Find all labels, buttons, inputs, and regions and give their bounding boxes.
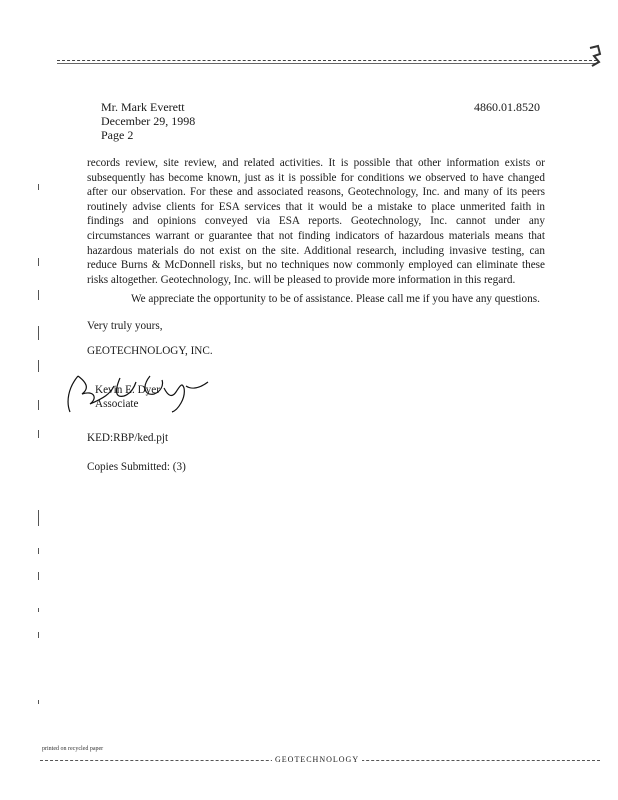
letter-date: December 29, 1998 bbox=[101, 114, 196, 128]
recipient-name: Mr. Mark Everett bbox=[101, 100, 185, 114]
reference-initials: KED:RBP/ked.pjt bbox=[87, 432, 169, 444]
margin-mark bbox=[38, 700, 39, 704]
signer-name: Kevin E. Dyer bbox=[95, 384, 160, 396]
margin-mark bbox=[38, 608, 39, 612]
top-solid-rule bbox=[57, 63, 597, 64]
margin-mark bbox=[38, 510, 39, 526]
copies-submitted: Copies Submitted: (3) bbox=[87, 461, 186, 473]
margin-mark bbox=[38, 548, 39, 554]
corner-stamp-mark bbox=[588, 44, 602, 68]
footer-recycled-note: printed on recycled paper bbox=[42, 746, 104, 752]
margin-mark bbox=[38, 572, 39, 580]
margin-mark bbox=[38, 632, 39, 638]
margin-mark bbox=[38, 360, 39, 372]
body-paragraph-2: We appreciate the opportunity to be of assistance. Please call me if you have any questions. bbox=[131, 293, 540, 305]
margin-mark bbox=[38, 326, 39, 340]
margin-mark bbox=[38, 400, 39, 410]
company-name: GEOTECHNOLOGY, INC. bbox=[87, 345, 213, 357]
margin-mark bbox=[38, 430, 39, 438]
footer-brand: GEOTECHNOLOGY bbox=[272, 755, 362, 764]
body-paragraph-1: records review, site review, and related activities. It is possible that other information exists or subsequently has become known, just as it is possible for conditions we observed to have changed after our observation. For these and associated reasons, Geotechnology, Inc. and many of its peers routinely advise clients for ESA services that it would be a mistake to place unmerited faith in findings and opinions conveyed via ESA reports. Geotechnology, Inc. cannot under any circumstances warrant or guarantee that not finding indicators of hazardous materials means that hazardous materials do not exist on the site. Additional research, including invasive testing, can reduce Burns & McDonnell risks, but no techniques now commonly employed can eliminate these risks altogether. Geotechnology, Inc. will be pleased to provide more information in this regard. bbox=[87, 157, 545, 286]
margin-mark bbox=[38, 258, 39, 266]
top-dashed-rule bbox=[57, 60, 597, 61]
reference-number: 4860.01.8520 bbox=[474, 100, 540, 114]
page-number: Page 2 bbox=[101, 128, 134, 142]
margin-mark bbox=[38, 184, 39, 190]
closing-salutation: Very truly yours, bbox=[87, 320, 163, 332]
margin-mark bbox=[38, 290, 39, 300]
signer-title: Associate bbox=[95, 398, 139, 410]
